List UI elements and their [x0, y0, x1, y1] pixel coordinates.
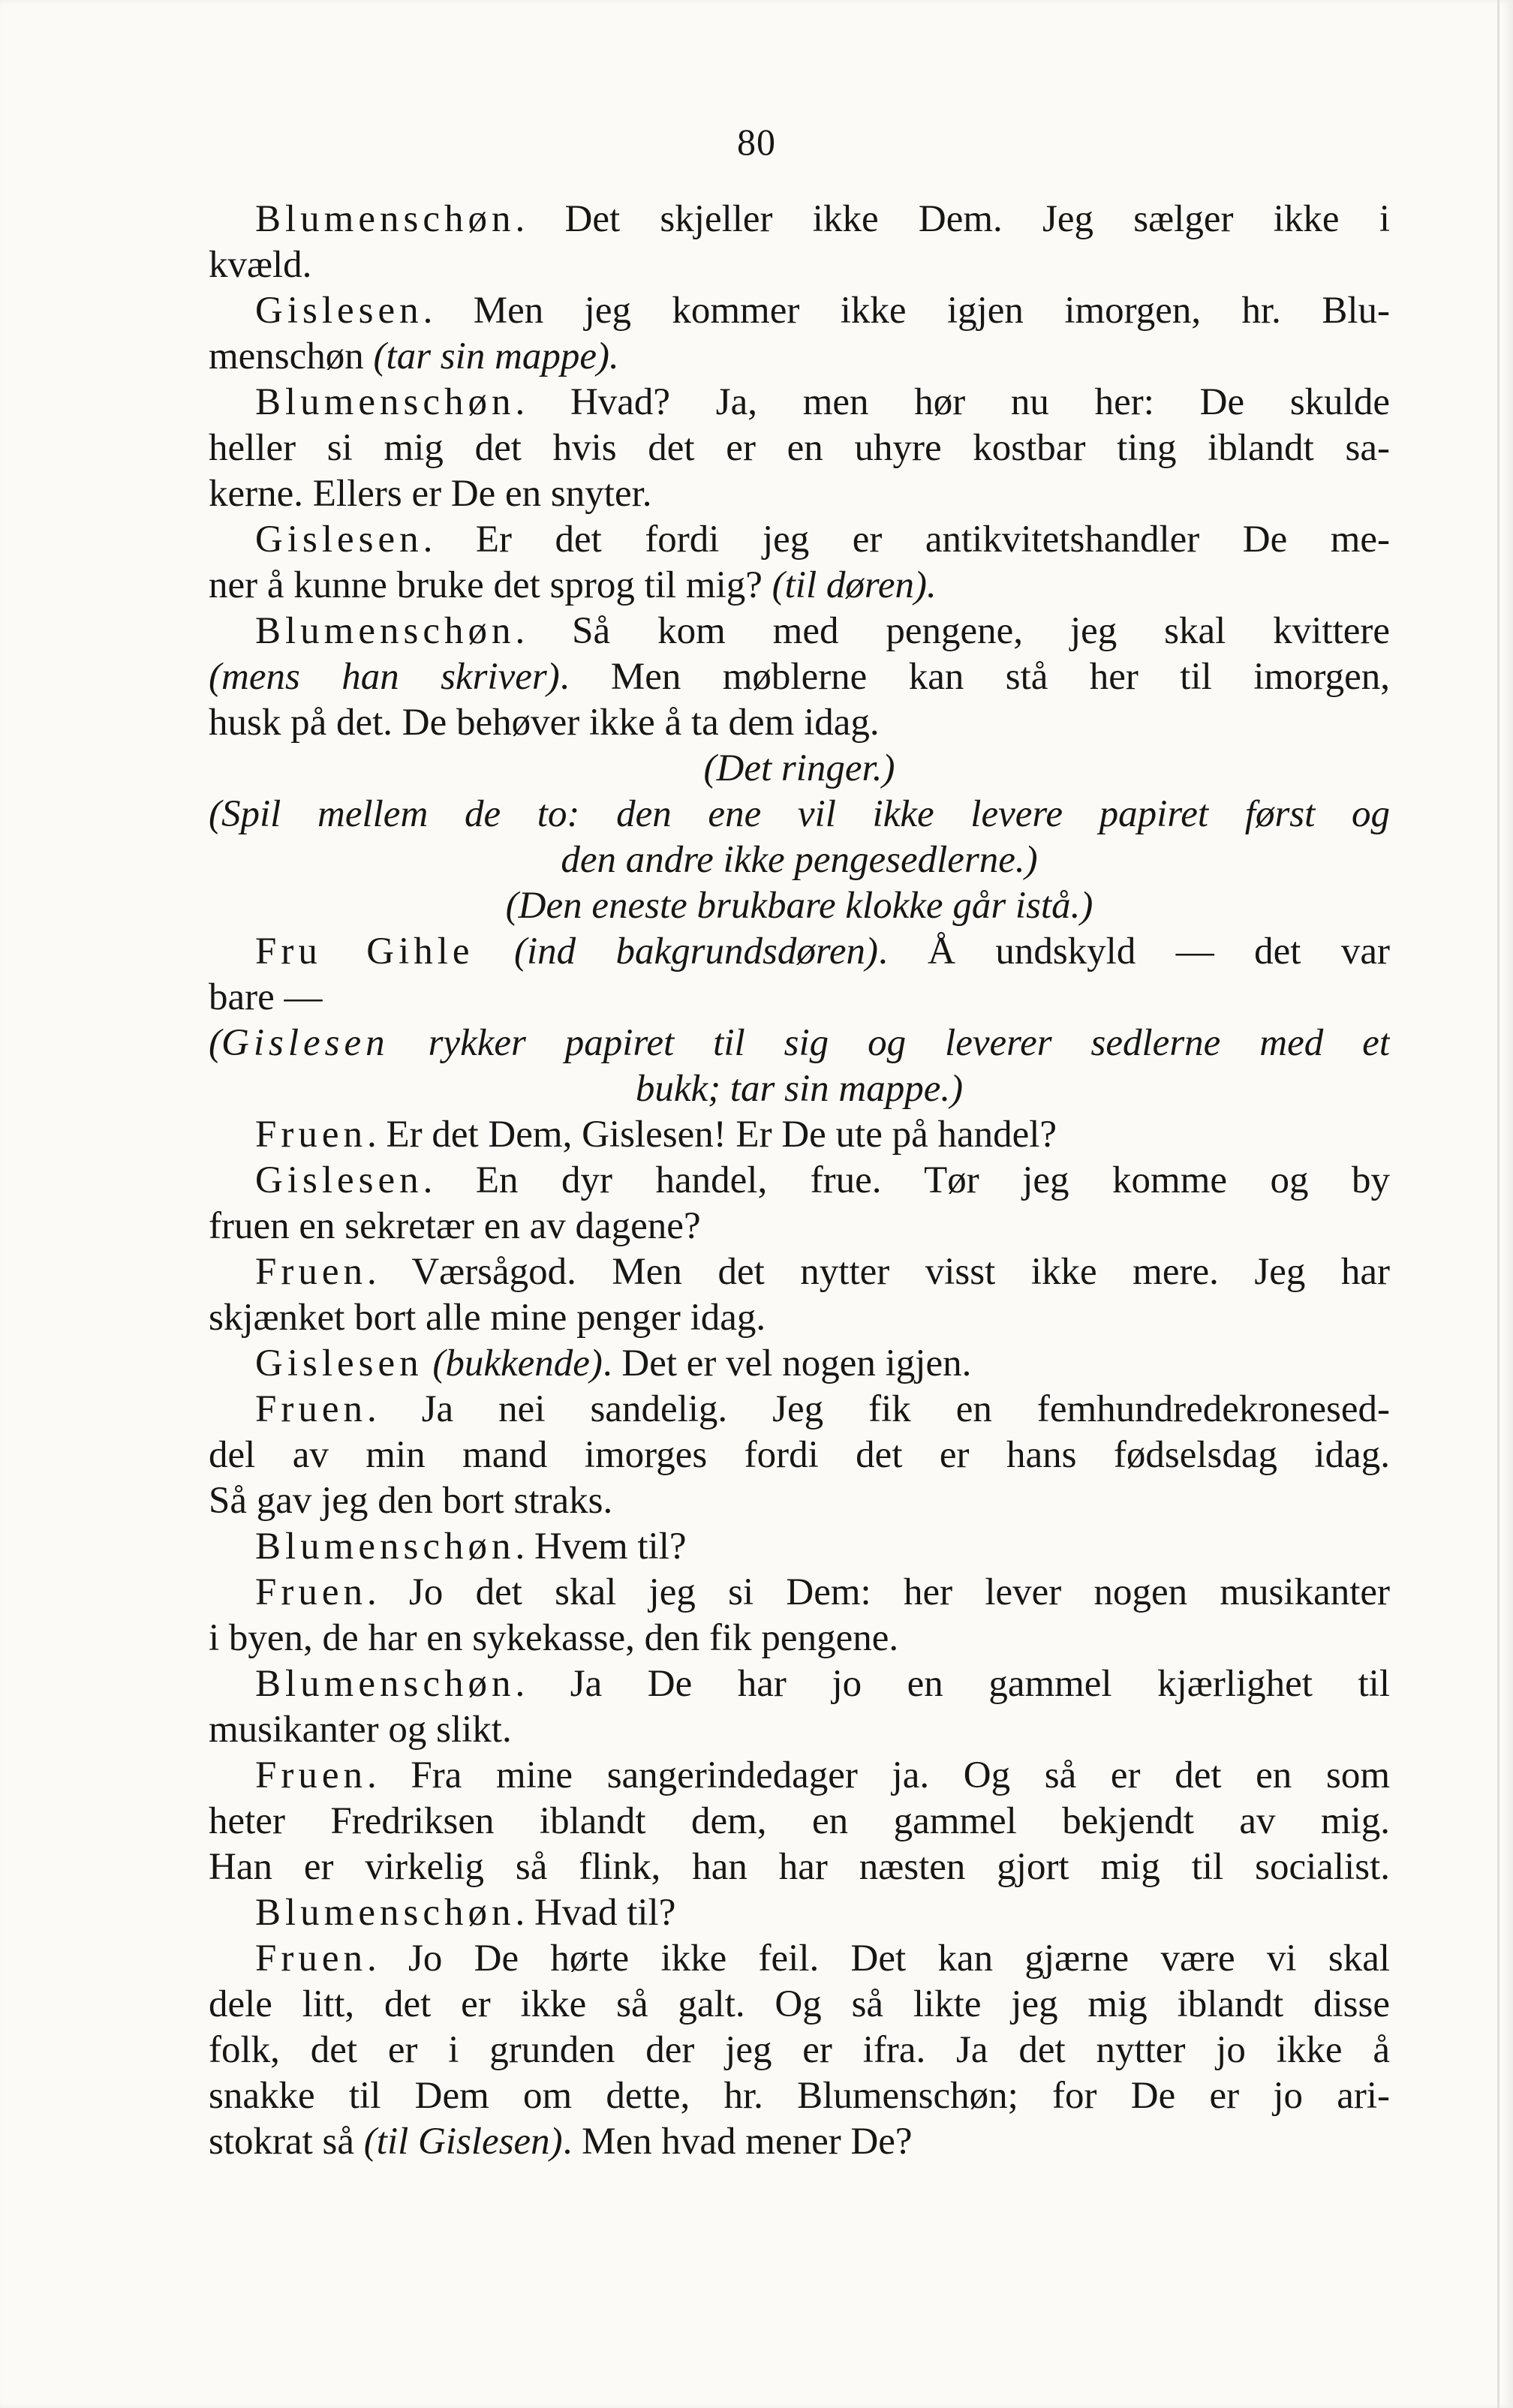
speaker-name: Blumenschøn	[255, 198, 516, 240]
stage-direction: (Den eneste brukbare klokke går istå.)	[505, 885, 1093, 927]
speaker-name: Gislesen	[221, 1022, 390, 1064]
speaker-name: Fruen	[255, 1754, 367, 1796]
speaker-name: Blumenschøn	[255, 381, 516, 423]
text-line	[209, 883, 1390, 929]
text-line	[209, 746, 1390, 792]
stage-direction: (mens han skriver)	[209, 656, 560, 698]
text-line: Blumenschøn. Hvad til?	[255, 1892, 676, 1934]
stage-direction: (ind bakgrundsdøren)	[474, 930, 878, 973]
text-line: menschøn (tar sin mappe).	[209, 335, 619, 377]
text-line: heter Fredriksen iblandt dem, en gammel bekjendt av mig.	[209, 1800, 1390, 1842]
text-line: Blumenschøn. Så kom med pengene, jeg skal kvittere	[255, 610, 1390, 652]
text-line: Blumenschøn. Hvem til?	[255, 1526, 687, 1568]
text-line: (mens han skriver). Men møblerne kan stå her til imorgen,	[209, 656, 1390, 698]
text-line: dele litt, det er ikke så galt. Og så likte jeg mig iblandt disse	[209, 1983, 1390, 2025]
text-line: Fruen. Er det Dem, Gislesen! Er De ute på handel?	[255, 1114, 1057, 1156]
speaker-name: Gislesen	[255, 519, 423, 561]
text-line: husk på det. De behøver ikke å ta dem idag.	[209, 702, 880, 744]
speaker-name: Gislesen	[255, 1342, 423, 1384]
stage-direction: rykker papiret til sig og leverer sedlerne med et	[389, 1022, 1390, 1064]
speaker-name: Fruen	[255, 1114, 367, 1156]
text-line: ner å kunne bruke det sprog til mig? (til døren).	[209, 564, 937, 606]
stage-direction: (til døren).	[772, 564, 937, 606]
text-line: musikanter og slikt.	[209, 1709, 512, 1751]
speaker-name: Fruen	[255, 1571, 367, 1613]
text-line: (Gislesen rykker papiret til sig og leverer sedlerne med et	[209, 1022, 1390, 1064]
text-line: Fruen. Jo det skal jeg si Dem: her lever nogen musikanter	[255, 1571, 1390, 1613]
speaker-name: Fruen	[255, 1938, 367, 1980]
text-line: Fruen. Ja nei sandelig. Jeg fik en femhundredekronesed-	[255, 1388, 1390, 1430]
text-line	[209, 837, 1390, 883]
text-line: Fru Gihle (ind bakgrundsdøren). Å undskyld — det var	[255, 930, 1390, 973]
text-line: kerne. Ellers er De en snyter.	[209, 473, 652, 515]
text-line: Fruen. Fra mine sangerindedager ja. Og så er det en som	[255, 1754, 1390, 1796]
stage-direction: (Det ringer.)	[703, 747, 895, 789]
text-line: Han er virkelig så flink, han har næsten gjort mig til socialist.	[209, 1846, 1390, 1888]
text-line: Fruen. Værsågod. Men det nytter visst ikke mere. Jeg har	[255, 1251, 1390, 1293]
text-line: bare —	[209, 976, 323, 1018]
speaker-name: Gislesen	[255, 290, 423, 332]
speaker-name: Gislesen	[255, 1159, 423, 1201]
text-line: Blumenschøn. Det skjeller ikke Dem. Jeg sælger ikke i	[255, 198, 1390, 240]
text-line: Gislesen. En dyr handel, frue. Tør jeg komme og by	[255, 1159, 1390, 1201]
speaker-name: Blumenschøn	[255, 610, 516, 652]
stage-direction: (tar sin mappe).	[373, 335, 619, 377]
stage-direction: (bukkende)	[423, 1342, 603, 1384]
text-line	[209, 792, 1390, 837]
text-line: Gislesen. Men jeg kommer ikke igjen imorgen, hr. Blu-	[255, 290, 1390, 332]
text-line: kvæld.	[209, 244, 312, 286]
text-line: Så gav jeg den bort straks.	[209, 1480, 613, 1522]
speaker-name: Blumenschøn	[255, 1663, 516, 1705]
stage-direction: den andre ikke pengesedlerne.)	[561, 839, 1038, 881]
text-line: i byen, de har en sykekasse, den fik pengene.	[209, 1617, 899, 1659]
text-line: heller si mig det hvis det er en uhyre kostbar ting iblandt sa-	[209, 427, 1390, 469]
text-line: folk, det er i grunden der jeg er ifra. Ja det nytter jo ikke å	[209, 2029, 1390, 2071]
text-line: fruen en sekretær en av dagene?	[209, 1205, 701, 1247]
text-line: Blumenschøn. Hvad? Ja, men hør nu her: De skulde	[255, 381, 1390, 423]
text-line: Blumenschøn. Ja De har jo en gammel kjærlighet til	[255, 1663, 1390, 1705]
stage-direction: bukk; tar sin mappe.)	[635, 1068, 964, 1110]
text-line	[209, 1066, 1390, 1112]
speaker-name: Fru Gihle	[255, 930, 474, 973]
speaker-name: Fruen	[255, 1251, 367, 1293]
page-number: 80	[737, 121, 776, 163]
play-text	[209, 197, 1390, 2165]
speaker-name: Blumenschøn	[255, 1526, 516, 1568]
text-line: Fruen. Jo De hørte ikke feil. Det kan gjærne være vi skal	[255, 1938, 1390, 1980]
text-line: skjænket bort alle mine penger idag.	[209, 1297, 766, 1339]
speaker-name: Fruen	[255, 1388, 367, 1430]
text-line: Gislesen (bukkende). Det er vel nogen igjen.	[255, 1342, 972, 1384]
text-line: stokrat så (til Gislesen). Men hvad mener De?	[209, 2121, 913, 2163]
stage-direction: (Spil mellem de to: den ene vil ikke levere papiret først og	[209, 793, 1390, 835]
text-line: snakke til Dem om dette, hr. Blumenschøn; for De er jo ari-	[209, 2075, 1390, 2117]
page-edge-line	[1497, 0, 1499, 2408]
text-line: Gislesen. Er det fordi jeg er antikvitetshandler De me-	[255, 519, 1390, 561]
text-line: del av min mand imorges fordi det er hans fødselsdag idag.	[209, 1434, 1390, 1476]
stage-direction: (til Gislesen)	[363, 2121, 563, 2163]
speaker-name: Blumenschøn	[255, 1892, 516, 1934]
